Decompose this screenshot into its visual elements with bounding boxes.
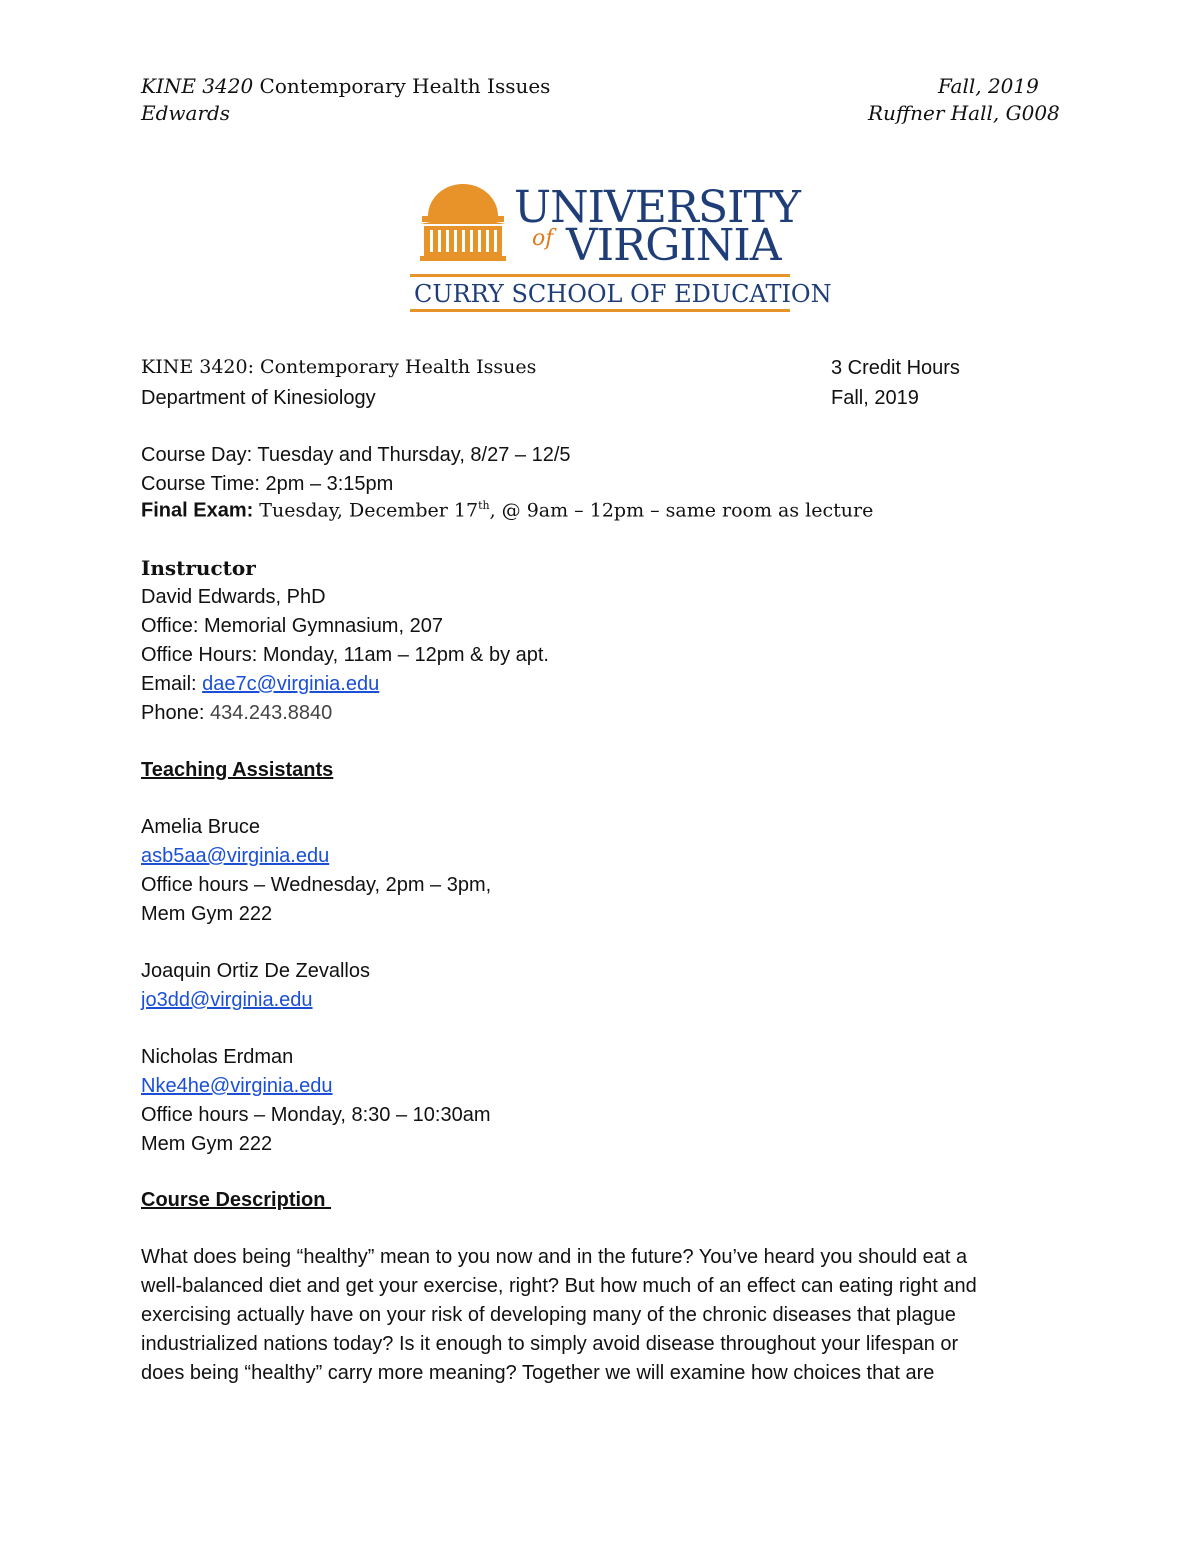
ta-room: Mem Gym 222 [141,903,273,925]
header-course-code: KINE 3420 [141,74,254,98]
rotunda-icon [418,180,508,262]
description-line: well-balanced diet and get your exercise, right? But how much of an effect can eating right and [141,1275,977,1297]
final-exam-label: Final Exam: [141,499,254,522]
logo-of: of [532,226,554,251]
final-exam-sup: th [478,499,490,512]
instructor-phone-label: Phone: [141,702,210,724]
final-exam [141,499,873,523]
instructor-name: David Edwards, PhD [141,586,326,608]
instructor-email-link[interactable]: dae7c@virginia.edu [202,673,380,695]
instructor-office: Office: Memorial Gymnasium, 207 [141,615,443,637]
description-line: What does being “healthy” mean to you now and in the future? You’ve heard you should eat a [141,1246,968,1268]
ta-name: Amelia Bruce [141,816,260,838]
description-line: industrialized nations today? Is it enough to simply avoid disease throughout your lifespan or [141,1333,959,1355]
instructor-phone-line [141,699,332,728]
course-day: Course Day: Tuesday and Thursday, 8/27 – 12/5 [141,444,571,466]
header-term: Fall, 2019 [938,74,1039,98]
logo-virginia: VIRGINIA [566,220,781,271]
department: Department of Kinesiology [141,387,376,409]
ta-email-link[interactable]: Nke4he@virginia.edu [141,1075,333,1097]
ta-room: Mem Gym 222 [141,1133,273,1155]
ta-email-link[interactable]: asb5aa@virginia.edu [141,845,330,867]
final-exam-time: , @ 9am – 12pm – same room as lecture [489,499,874,522]
final-exam-date: Tuesday, December 17 [253,499,479,522]
course-time: Course Time: 2pm – 3:15pm [141,473,394,495]
instructor-hours: Office Hours: Monday, 11am – 12pm & by apt. [141,644,549,666]
ta-heading: Teaching Assistants [141,759,334,781]
description-line: exercising actually have on your risk of developing many of the chronic diseases that plague [141,1304,956,1326]
ta-office-hours: Office hours – Wednesday, 2pm – 3pm, [141,874,492,896]
logo-school-name: CURRY SCHOOL OF EDUCATION [414,280,832,308]
logo-university: UNIVERSITY [514,182,800,233]
header-course-line [141,74,550,98]
instructor-email-line [141,670,379,699]
description-paragraph [141,1243,1061,1388]
ta-office-hours: Office hours – Monday, 8:30 – 10:30am [141,1104,491,1126]
description-line: does being “healthy” carry more meaning? Together we will examine how choices that are [141,1362,935,1384]
course-title: KINE 3420: Contemporary Health Issues [141,356,537,378]
credit-hours: 3 Credit Hours [831,357,960,379]
ta-name: Nicholas Erdman [141,1046,294,1068]
logo-rule-top [410,274,790,277]
header-instructor: Edwards [141,101,231,125]
logo-rule-bottom [410,309,790,312]
description-heading: Course Description [141,1189,332,1211]
header-location: Ruffner Hall, G008 [868,101,1060,125]
course-term: Fall, 2019 [831,387,919,409]
ta-name: Joaquin Ortiz De Zevallos [141,960,370,982]
instructor-heading: Instructor [141,556,256,580]
ta-email-link[interactable]: jo3dd@virginia.edu [141,989,313,1011]
instructor-phone: 434.243.8840 [209,702,333,724]
header-course-name: Contemporary Health Issues [253,74,551,98]
instructor-email-label: Email: [141,673,203,695]
